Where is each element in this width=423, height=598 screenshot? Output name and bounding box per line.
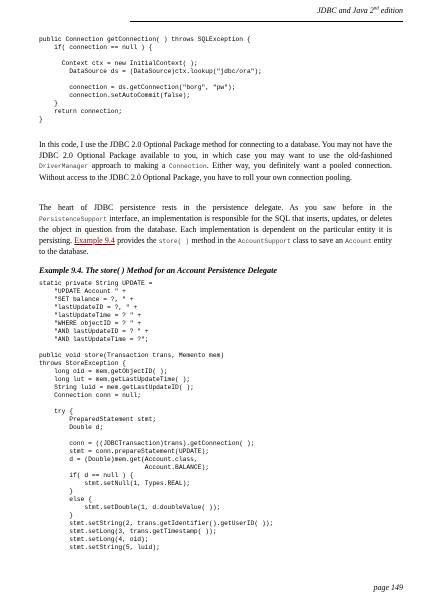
paragraph-connection-pooling bbox=[39, 140, 392, 183]
code-block-store-method: static private String UPDATE = "UPDATE Account " + "SET balance = ?, " + "lastUpdateID = ?, " + "lastUpdateTime = ? " + "WHERE objectID = ? " + "AND lastUpdateID = ? " + "AND lastUpdateTime = ?"; public void store(Transaction trans, Memento mem) throws StoreException { long oid = mem.getObjectID( ); long lut = mem.getLastUpdateTime( ); String luid = mem.getLastUpdateID( ); Connection conn = null; try { PreparedStatement stmt; Double d; conn = ((JDBCTransaction)trans).getConnection( ); stmt = conn.prepareStatement(UPDATE); d = (Double)mem.get(Account.class, Account.BALANCE); if( d == null ) { stmt.setNull(1, Types.REAL); } else { stmt.setDouble(1, d.doubleValue( )); } stmt.setString(2, trans.getIdentifier().getUserID( )); stmt.setLong(3, trans.getTimestamp( )); stmt.setLong(4, oid); stmt.setString(5, luid); bbox=[39, 280, 274, 551]
inline-code: DriverManager bbox=[39, 163, 89, 171]
paragraph-text: The heart of JDBC persistence rests in the persistence delegate. As you saw before in the bbox=[39, 203, 392, 212]
inline-code: PersistenceSupport bbox=[39, 215, 108, 223]
inline-code: AccountSupport bbox=[237, 237, 291, 245]
header-title: JDBC and Java 2 bbox=[317, 6, 374, 15]
paragraph-text: method in the bbox=[189, 235, 238, 245]
header-rule bbox=[130, 21, 403, 22]
inline-code: Account bbox=[345, 237, 372, 245]
paragraph-text: class to save an bbox=[290, 235, 346, 245]
header-superscript: nd bbox=[373, 6, 379, 12]
paragraph-text: interface, an implementation is responsible for the SQL that inserts, updates, or deletes the object in question from the database. Each implementation is dependent on the particular entity it is persisting. bbox=[39, 213, 392, 245]
inline-code: Connection bbox=[168, 163, 207, 171]
paragraph-text: provides the bbox=[114, 235, 159, 245]
code-block-get-connection: public Connection getConnection( ) throws SQLException { if( connection == null ) { Context ctx = new InitialContext( ); DataSource ds = (DataSource)ctx.lookup("jdbc/ora"); connection = ds.getConnection("borg", "pw"); connection.setAutoCommit(false); } return connection; } bbox=[39, 36, 262, 123]
running-header bbox=[317, 6, 403, 15]
example-9-4-link[interactable]: Example 9.4 bbox=[74, 235, 115, 245]
paragraph-text: In this code, I use the JDBC 2.0 Optional Package method for connecting to a database. You may not have the JDBC 2.0 Optional Package available to you, in which case you may want to use the old-fashioned bbox=[39, 140, 392, 160]
paragraph-text: entity to the database. bbox=[39, 235, 393, 257]
page-number: page 149 bbox=[373, 583, 403, 592]
paragraph-text: . Either way, you definitely want a pooled connection. Without access to the JDBC 2.0 Optional Package, you have to roll your own connection pooling. bbox=[39, 161, 392, 182]
example-title: Example 9.4. The store( ) Method for an Account Persistence Delegate bbox=[39, 266, 278, 275]
paragraph-persistence-delegate bbox=[39, 203, 392, 258]
paragraph-text: approach to making a bbox=[88, 161, 169, 171]
header-suffix: edition bbox=[378, 6, 403, 15]
inline-code: store( ) bbox=[158, 237, 190, 245]
